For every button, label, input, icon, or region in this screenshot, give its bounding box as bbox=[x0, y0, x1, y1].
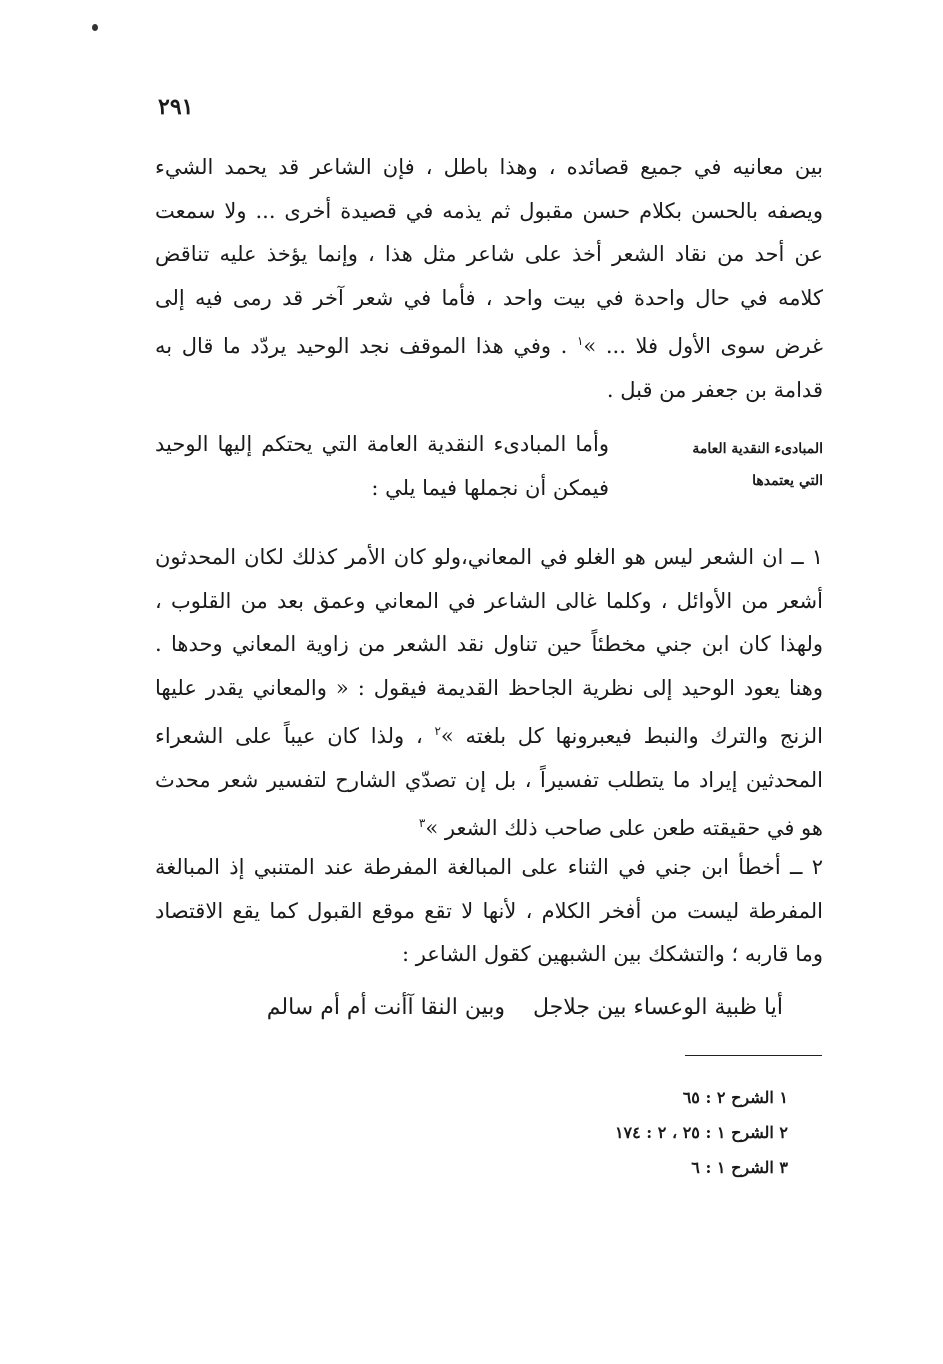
footnote-item: ١ الشرح ٢ : ٦٥ bbox=[682, 1088, 788, 1107]
poetry-verse bbox=[143, 988, 783, 1028]
scan-speck bbox=[92, 24, 98, 31]
paragraph-principle-1 bbox=[155, 536, 823, 851]
margin-note bbox=[633, 433, 823, 497]
paragraph-principle-2: ٢ ــ أخطأ ابن جني في الثناء على المبالغة المفرطة عند المتنبي إذ المبالغة المفرطة ليست من أفخر الكلام ، لأنها لا تقع موقع القبول كما يقع الاقتصاد وما قاربه ؛ والتشكك بين الشبهين كقول الشاعر : bbox=[155, 855, 823, 966]
margin-note-line-1: المبادىء النقدية العامة bbox=[692, 441, 823, 457]
footnote-ref-3: ٣ bbox=[418, 816, 426, 830]
verse-second-hemistich: وبين النقا آأنت أم أم سالم bbox=[266, 995, 506, 1020]
paragraph-continuation bbox=[155, 146, 823, 412]
paragraph-3-mid: ، ولذا كان عيباً على الشعراء المحدثين إيراد ما يتطلب تفسيراً ، بل إن تصدّي الشارح لتفسير شعر محدث هو في حقيقته طعن على صاحب ذلك الشعر » bbox=[155, 724, 823, 840]
paragraph-1-text: بين معانيه في جميع قصائده ، وهذا باطل ، فإن الشاعر قد يحمد الشيء ويصفه بالحسن بكلام حسن مقبول ثم يذمه في قصيدة أخرى ... ولا سمعت عن أحد من نقاد الشعر أخذ على شاعر مثل هذا ، وإنما يؤخذ عليه تناقض كلامه في حال واحدة في بيت واحد ، فأما في شعر آخر قد رمى فيه إلى غرض سوى الأول فلا ... » bbox=[155, 155, 823, 358]
page-number: ٢٩١ bbox=[158, 94, 194, 120]
footnotes-list bbox=[388, 1080, 788, 1185]
footnote-ref-2: ٢ bbox=[434, 724, 441, 738]
margin-note-line-2: التي يعتمدها bbox=[752, 473, 823, 489]
footnote-ref-1: ١ bbox=[576, 334, 584, 348]
paragraph-principles-intro: وأما المبادىء النقدية العامة التي يحتكم إليها الوحيد فيمكن أن نجملها فيما يلي : bbox=[155, 432, 609, 500]
verse-first-hemistich: أيا ظبية الوعساء بين جلاجل bbox=[533, 995, 783, 1020]
footnote-item: ٣ الشرح ١ : ٦ bbox=[691, 1158, 788, 1177]
paragraph-3-text: ١ ــ ان الشعر ليس هو الغلو في المعاني،ولو كان الأمر كذلك لكان المحدثون أشعر من الأوائل ، وكلما غالى الشاعر في المعاني وعمق بعد من القلوب ، ولهذا كان ابن جني مخطئاً حين تناول نقد الشعر من زاوية المعاني وحدها . وهنا يعود الوحيد إلى نظرية الجاحظ القديمة فيقول : « والمعاني يقدر عليها الزنج والترك والنبط فيعبرونها كل بلغته » bbox=[155, 545, 823, 748]
paragraph-1-tail: . وفي هذا الموقف نجد الوحيد يردّد ما قال به قدامة بن جعفر من قبل . bbox=[155, 334, 823, 402]
footnote-item: ٢ الشرح ١ : ٢٥ ، ٢ : ١٧٤ bbox=[614, 1123, 788, 1142]
footnote-divider bbox=[685, 1055, 822, 1056]
